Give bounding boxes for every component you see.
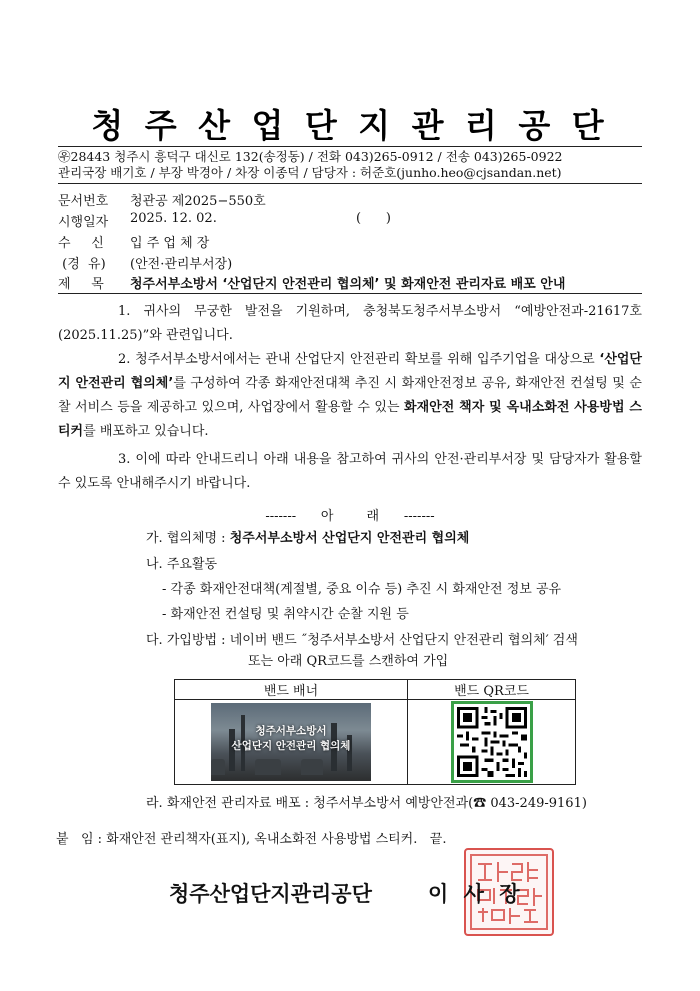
paragraph-1-text: 1. 귀사의 무궁한 발전을 기원하며, 충청북도청주서부소방서 “예방안전과-21617호 (2025.11.25)”와 관련입니다.	[58, 304, 642, 343]
via-value: (안전·관리부서장)	[130, 257, 233, 272]
attachment-line: 붙 임 : 화재안전 관리책자(표지), 옥내소화전 사용방법 스티커. 끝.	[56, 832, 447, 847]
band-banner-cell	[175, 700, 408, 785]
recipient-row	[58, 232, 648, 250]
signature-title: 이 사 장	[428, 882, 524, 906]
signature-organization: 청주산업단지관리공단	[169, 882, 372, 906]
paragraph-2-bold-materials: 화재안전 책자 및 옥내소화전 사용방법 스티커	[58, 400, 642, 439]
via-label: (경 유)	[58, 257, 106, 272]
subject-rule	[58, 293, 642, 294]
paragraph-2	[58, 348, 642, 444]
subject-label: 제 목	[58, 277, 104, 292]
date-row	[58, 211, 648, 229]
paragraph-2-text-a: 2. 청주서부소방서에서는 관내 산업단지 안전관리 확보를 위해 입주기업을 대상으로	[118, 352, 595, 367]
band-info-table	[174, 679, 576, 785]
item-ga	[146, 527, 469, 546]
paragraph-3	[58, 448, 642, 496]
recipient-value: 입 주 업 체 장	[130, 236, 210, 251]
band-qr-header: 밴드 QR코드	[408, 680, 576, 700]
item-na-activity-1: - 각종 화재안전대책(계절별, 중요 이슈 등) 추진 시 화재안전 정보 공유	[162, 582, 562, 597]
organization-title: 청 주 산 업 단 지 관 리 공 단	[91, 106, 609, 145]
qr-code-image[interactable]	[451, 701, 533, 783]
paragraph-2-text-c: 를 구성하여 각종 화재안전대책 추진 시 화재안전정보 공유, 화재안전 컨설팅 및 순찰 서비스 등을 제공하고 있으며, 사업장에서 활용할 수 있는	[58, 376, 642, 415]
details-heading: ------- 아 래 -------	[265, 509, 435, 524]
date-value: 2025. 12. 02.	[130, 211, 217, 226]
doc-number-value: 청관공 제2025−550호	[130, 194, 266, 209]
band-banner-image	[211, 703, 371, 781]
banner-line-2: 산업단지 안전관리 협의체	[231, 740, 351, 752]
contact-line-address: ㉾28443 청주시 흥덕구 대신로 132(송정동) / 전화 043)265-0912 / 전송 043)265-0922	[58, 149, 563, 164]
paragraph-3-text: 3. 이에 따라 안내드리니 아래 내용을 참고하여 귀사의 안전·관리부서장 및 담당자가 활용할 수 있도록 안내해주시기 바랍니다.	[58, 452, 642, 491]
item-da-line-1: 다. 가입방법 : 네이버 밴드 ˝청주서부소방서 산업단지 안전관리 협의체′ 검색	[146, 633, 578, 648]
subject-row	[58, 273, 648, 291]
item-ra: 라. 화재안전 관리자료 배포 : 청주서부소방서 예방안전과(☎ 043-249-9161)	[146, 796, 587, 811]
paragraph-2-bold-council: ‘산업단지 안전관리 협의체’	[58, 352, 642, 391]
recipient-label: 수 신	[58, 236, 104, 251]
date-paren: ( )	[356, 211, 391, 226]
band-banner-header: 밴드 배너	[175, 680, 408, 700]
paragraph-1	[58, 300, 642, 348]
item-da-line-2: 또는 아래 QR코드를 스캔하여 가입	[248, 654, 449, 669]
band-qr-cell	[408, 700, 576, 785]
doc-number-label: 문서번호	[58, 194, 109, 209]
item-ga-value: 청주서부소방서 산업단지 안전관리 협의체	[229, 531, 470, 546]
banner-line-1: 청주서부소방서	[255, 725, 327, 737]
item-na-label: 나. 주요활동	[146, 557, 218, 572]
header-bottom-rule	[58, 183, 642, 184]
paragraph-2-text-e: 를 배포하고 있습니다.	[83, 424, 209, 439]
item-ga-label: 가. 협의체명 :	[146, 531, 226, 546]
date-label: 시행일자	[58, 215, 109, 230]
doc-number-row	[58, 190, 648, 208]
subject-value: 청주서부소방서 ‘산업단지 안전관리 협의체’ 및 화재안전 관리자료 배포 안내	[130, 277, 566, 292]
item-na-activity-2: - 화재안전 컨설팅 및 취약시간 순찰 지원 등	[162, 607, 409, 622]
contact-line-staff: 관리국장 배기호 / 부장 박경아 / 차장 이종덕 / 담당자 : 허준호(junho.heo@cjsandan.net)	[58, 165, 562, 180]
via-row	[58, 253, 648, 271]
header-top-rule	[58, 146, 642, 147]
